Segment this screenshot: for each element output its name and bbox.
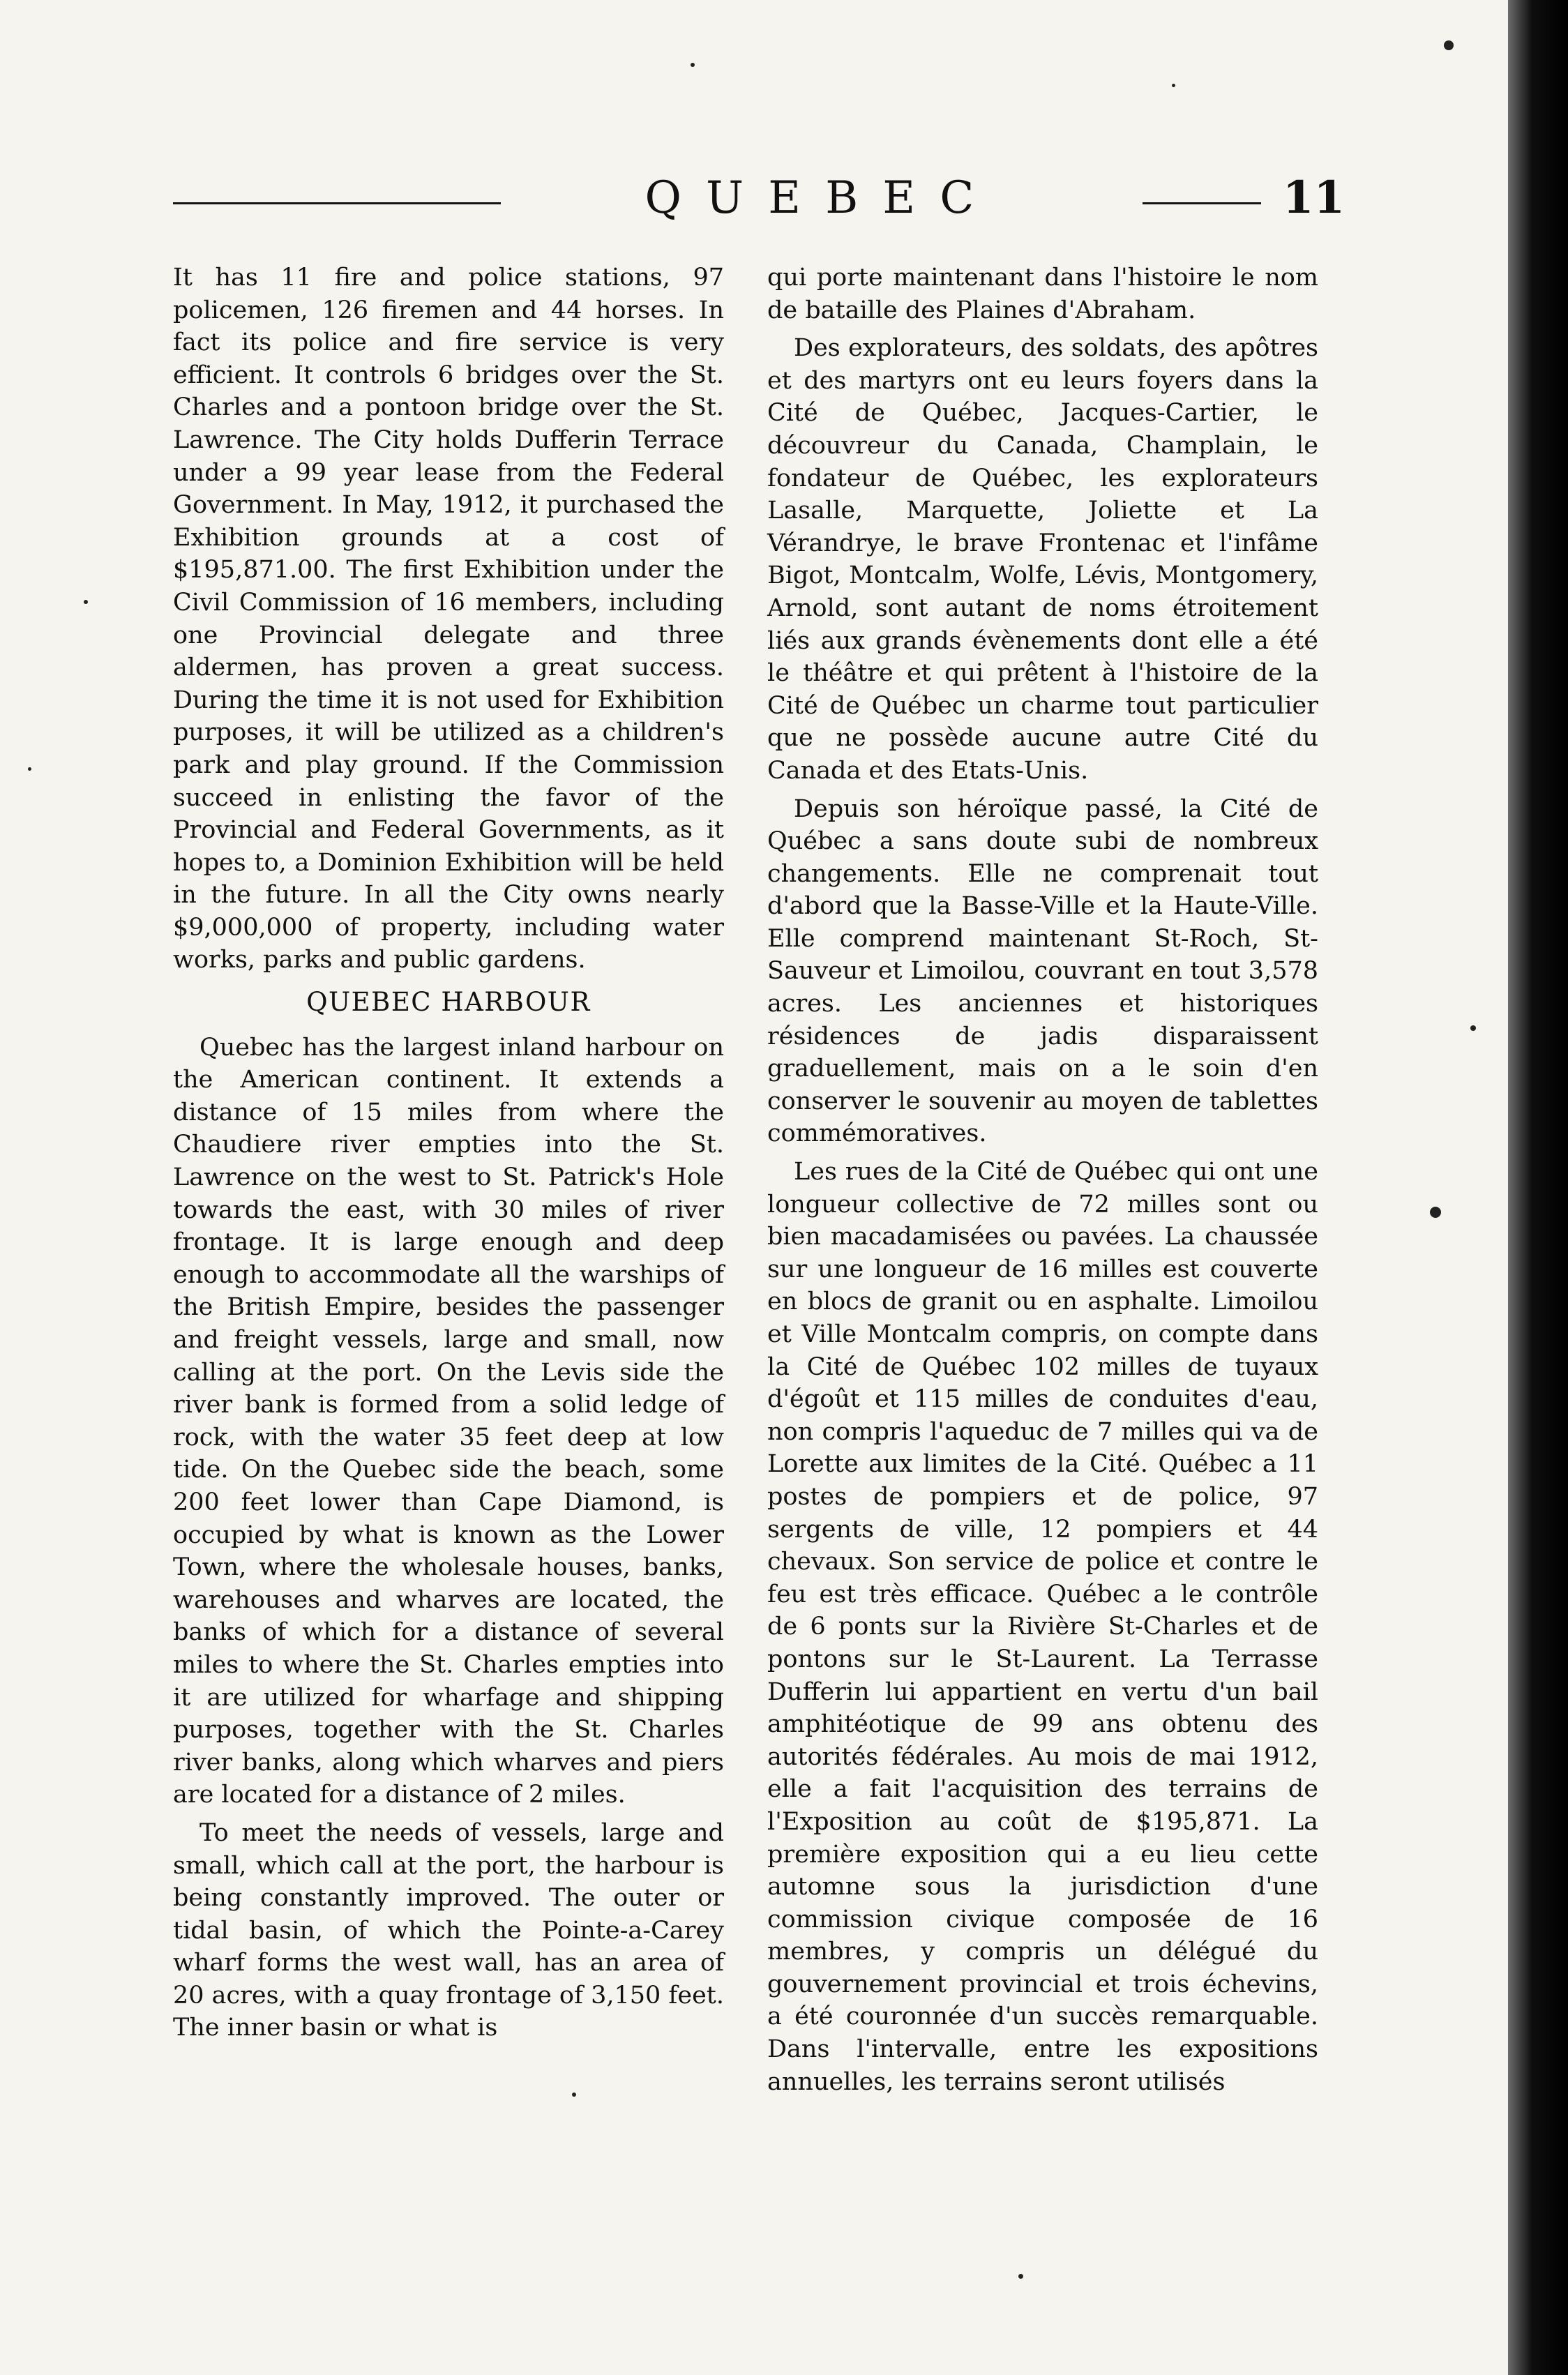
scan-speck [691, 63, 695, 67]
scan-speck [84, 600, 88, 604]
paragraph: Des explorateurs, des soldats, des apôtres et des martyrs ont eu leurs foyers dans la Cité de Québec, Jacques-Cartier, le découvreur du Canada, Champlain, le fondateur de Québec, les explorateurs Lasalle, Marquette, Joliette et La Vérandrye, le brave Frontenac et l'infâme Bigot, Montcalm, Wolfe, Lévis, Montgomery, Arnold, sont autant de noms étroitement liés aux grands évènements dont elle a été le théâtre et qui prêtent à l'histoire de la Cité de Québec un charme tout particulier que ne possède aucune autre Cité du Canada et des Etats-Unis. [767, 334, 1318, 785]
paragraph: Quebec has the largest inland harbour on the American continent. It extends a distance of 15 miles from where the Chaudiere river empties into the St. Lawrence on the west to St. Patrick's Hole towards the east, with 30 miles of river frontage. It is large enough and deep enough to accommodate all the warships of the British Empire, besides the passenger and freight vessels, large and small, now calling at the port. On the Levis side the river bank is formed from a solid ledge of rock, with the water 35 feet deep at low tide. On the Quebec side the beach, some 200 feet lower than Cape Diamond, is occupied by what is known as the Lower Town, where the wholesale houses, banks, warehouses and wharves are located, the banks of which for a distance of several miles to where the St. Charles empties into it are utilized for wharfage and shipping purposes, together with the St. Charles river banks, along which wharves and piers are located for a distance of 2 miles. [173, 1033, 724, 1809]
header-rule-right [1143, 202, 1261, 204]
scan-speck [1172, 84, 1175, 87]
page-number: 11 [1282, 172, 1345, 224]
scan-speck [28, 767, 31, 771]
paragraph: It has 11 fire and police stations, 97 policemen, 126 firemen and 44 horses. In fact its police and fire service is very efficient. It controls 6 bridges over the St. Charles and a pontoon bridge over the St. Lawrence. The City holds Dufferin Terrace under a 99 year lease from the Federal Government. In May, 1912, it purchased the Exhibition grounds at a cost of $195,871.00. The first Exhibition under the Civil Commission of 16 members, including one Provincial delegate and three aldermen, has proven a great success. During the time it is not used for Exhibition purposes, it will be utilized as a children's park and play ground. If the Commission succeed in enlisting the favor of the Provincial and Federal Governments, as it hopes to, a Dominion Exhibition will be held in the future. In all the City owns nearly $9,000,000 of property, including water works, parks and public gardens. [173, 264, 724, 974]
scan-speck [1430, 1207, 1441, 1218]
scan-speck [1444, 40, 1454, 50]
section-heading: QUEBEC HARBOUR [306, 987, 591, 1018]
right-column [767, 262, 1318, 2104]
scan-speck [1018, 2274, 1023, 2279]
paragraph: Les rues de la Cité de Québec qui ont une longueur collective de 72 milles sont ou bien macadamisées ou pavées. La chaussée sur une longueur de 16 milles est couverte en blocs de granit ou en asphalte. Limoilou et Ville Montcalm compris, on compte dans la Cité de Québec 102 milles de tuyaux d'égoût et 115 milles de conduites d'eau, non compris l'aqueduc de 7 milles qui va de Lorette aux limites de la Cité. Québec a 11 postes de pompiers et de police, 97 sergents de ville, 12 pompiers et 44 chevaux. Son service de police et contre le feu est très efficace. Québec a le contrôle de 6 ponts sur la Rivière St-Charles et de pontons sur le St-Laurent. La Terrasse Dufferin lui appartient en vertu d'un bail amphitéotique de 99 ans obtenu des autorités fédérales. Au mois de mai 1912, elle a fait l'acquisition des terrains de l'Exposition au coût de $195,871. La première exposition qui a eu lieu cette automne sous la jurisdiction d'une commission civique composée de 16 membres, y compris un délégué du gouvernement provincial et trois échevins, a été couronnée d'un succès remarquable. Dans l'intervalle, entre les expositions annuelles, les terrains seront utilisés [767, 1158, 1318, 2096]
page-header [173, 170, 1345, 226]
scan-speck [572, 2093, 576, 2097]
scan-speck [1470, 1025, 1476, 1031]
scan-edge-shadow [1508, 0, 1568, 2375]
paragraph: To meet the needs of vessels, large and small, which call at the port, the harbour is being constantly improved. The outer or tidal basin, of which the Pointe-a-Carey wharf forms the west wall, has an area of 20 acres, with a quay frontage of 3,150 feet. The inner basin or what is [173, 1818, 724, 2042]
header-rule-left [173, 202, 501, 204]
paragraph: qui porte maintenant dans l'histoire le nom de bataille des Plaines d'Abraham. [767, 264, 1318, 324]
left-column [173, 262, 724, 2050]
running-title: QUEBEC [644, 172, 999, 224]
paragraph: Depuis son héroïque passé, la Cité de Québec a sans doute subi de nombreux changements. Elle ne comprenait tout d'abord que la Basse-Ville et la Haute-Ville. Elle comprend maintenant St-Roch, St-Sauveur et Limoilou, couvrant en tout 3,578 acres. Les anciennes et historiques résidences de jadis disparaissent graduellement, mais on a le soin d'en conserver le souvenir au moyen de tablettes commémoratives. [767, 794, 1318, 1148]
